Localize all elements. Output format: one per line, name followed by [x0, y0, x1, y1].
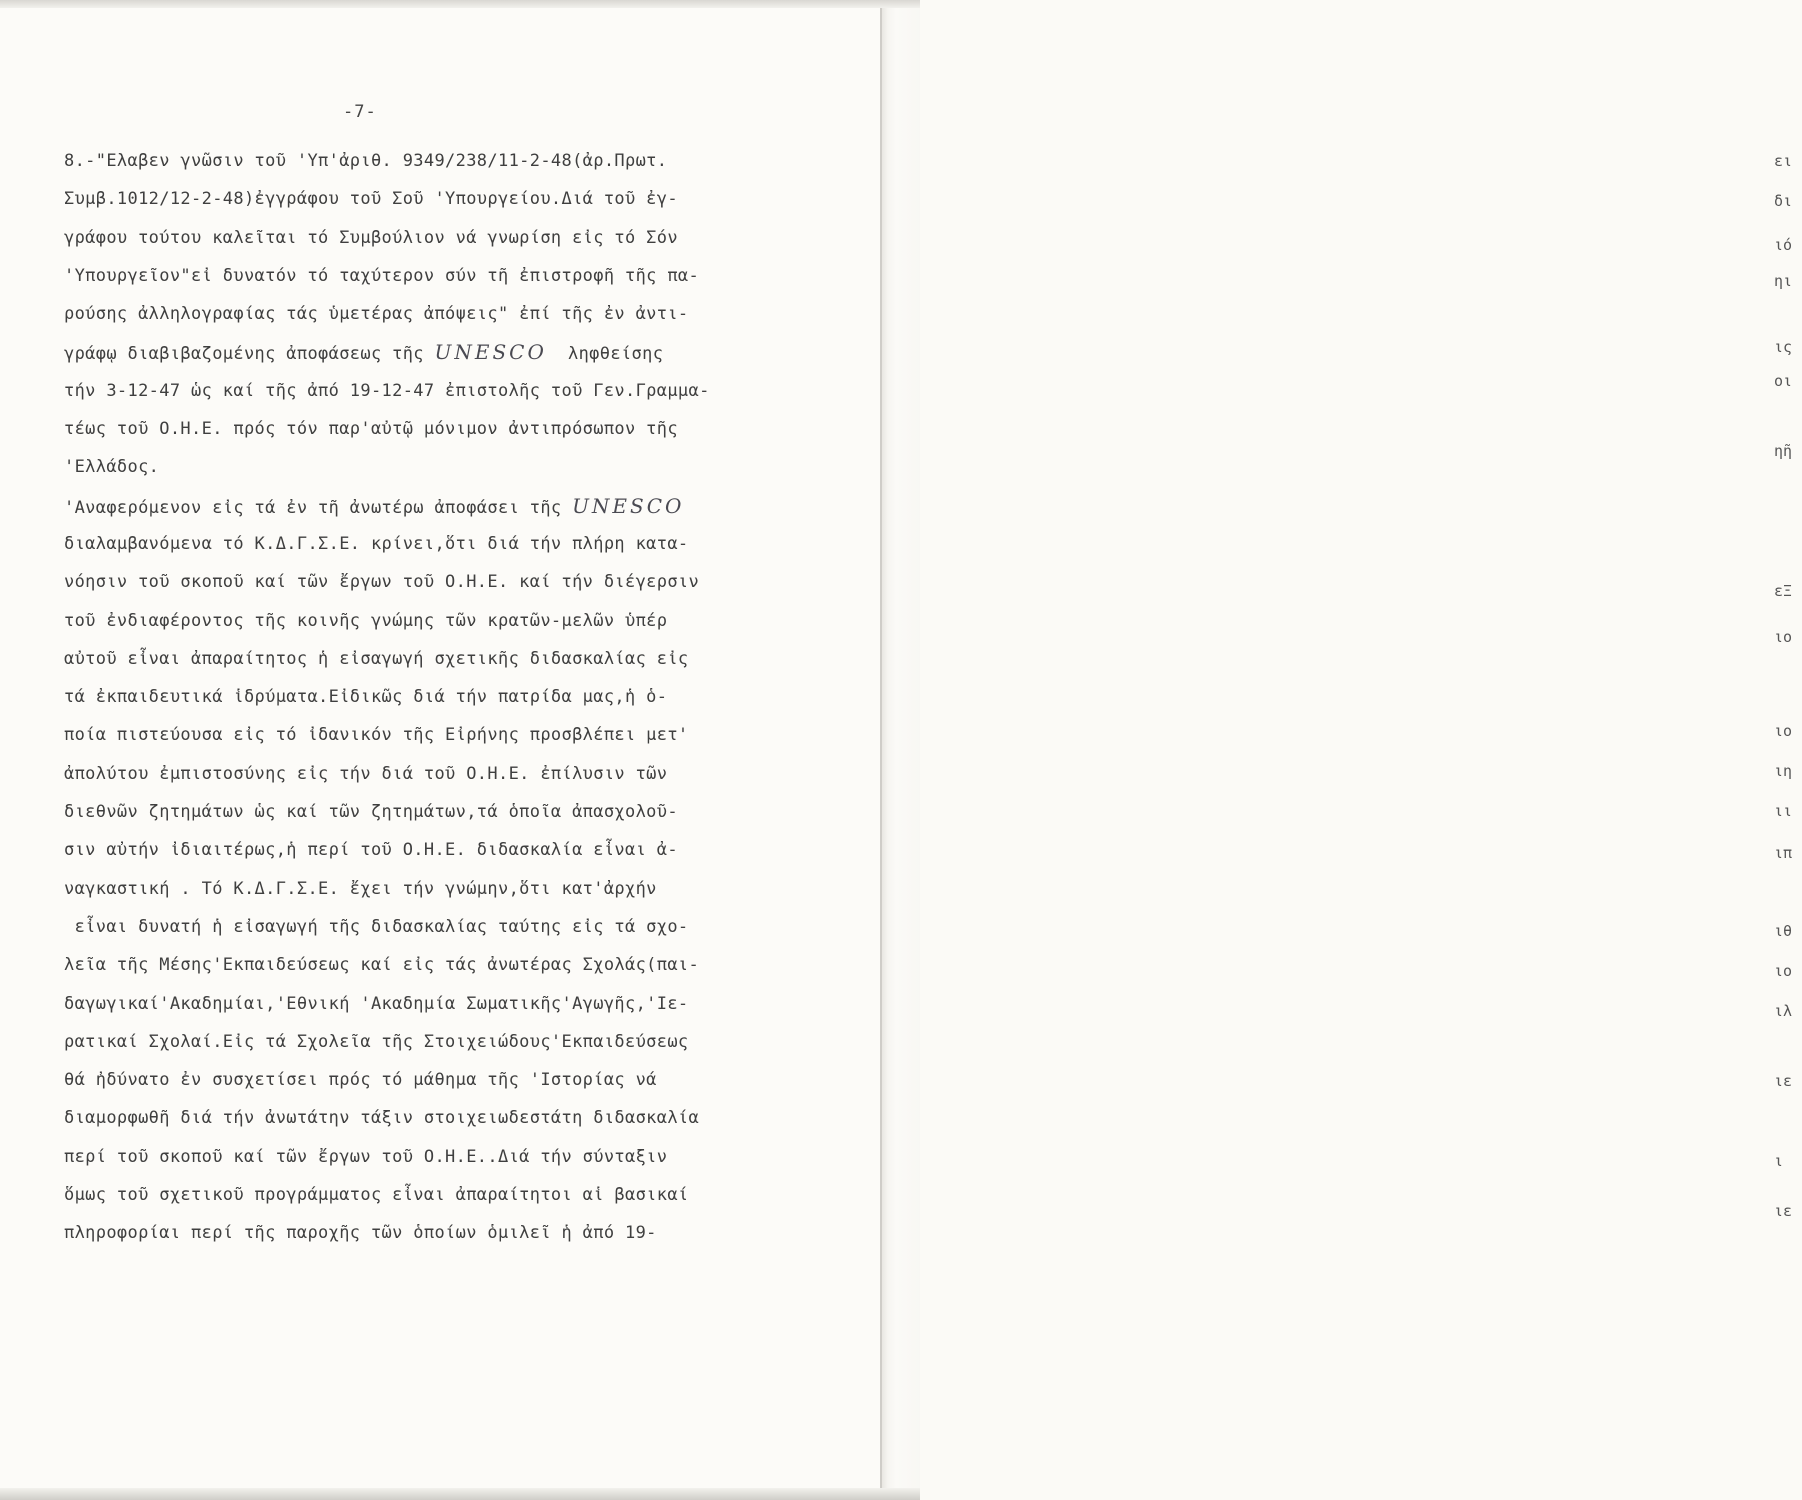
adjacent-page-fragment: ιο [1774, 962, 1793, 980]
line-text-continued: ληφθείσης [546, 344, 664, 365]
line-text: αὐτοῦ εἶναι ἀπαραίτητος ἡ εἰσαγωγή σχετικῆς διδασκαλίας εἰς [64, 648, 689, 669]
adjacent-page-fragment: ηῆ [1774, 442, 1793, 460]
line-text: διαμορφωθῆ διά τήν ἀνωτάτην τάξιν στοιχειωδεστάτη διδασκαλία [64, 1108, 700, 1129]
adjacent-page-fragment: ει [1774, 152, 1793, 170]
line-text: πληροφορίαι περί τῆς παροχῆς τῶν ὁποίων ὁμιλεῖ ἡ ἀπό 19- [64, 1223, 657, 1244]
line-text: νόησιν τοῦ σκοποῦ καί τῶν ἔργων τοῦ Ο.Η.Ε. καί τήν διέγερσιν [64, 572, 700, 593]
adjacent-page-fragment: ιπ [1774, 844, 1793, 862]
text-line [64, 946, 876, 984]
adjacent-page-fragment: ι [1774, 1152, 1784, 1170]
text-line [64, 142, 876, 180]
text-line [64, 908, 876, 946]
line-text: ἀπολύτου ἐμπιστοσύνης εἰς τήν διά τοῦ Ο.Η.Ε. ἐπίλυσιν τῶν [64, 763, 668, 784]
line-text: διεθνῶν ζητημάτων ὡς καί τῶν ζητημάτων,τά ὁποῖα ἀπασχολοῦ- [64, 802, 678, 823]
adjacent-page-fragment: ις [1774, 338, 1793, 356]
handwritten-insert: UNESCO [572, 493, 685, 518]
text-line [64, 487, 876, 525]
scan-top-edge [0, 0, 920, 8]
adjacent-page-fragment: ιλ [1774, 1002, 1793, 1020]
line-text: 'Αναφερόμενον εἰς τά ἐν τῆ ἀνωτέρω ἀποφάσει τῆς [64, 497, 573, 518]
text-line [64, 755, 876, 793]
adjacent-page-fragment: ιη [1774, 762, 1793, 780]
line-text: δαγωγικαί'Ακαδημίαι,'Εθνική 'Ακαδημία Σωματικῆς'Αγωγῆς,'Ιε- [64, 993, 689, 1014]
line-text: ναγκαστική . Τό Κ.Δ.Γ.Σ.Ε. ἔχει τήν γνώμην,ὅτι κατ'ἀρχήν [64, 878, 657, 899]
line-text: σιν αὐτήν ἰδιαιτέρως,ἡ περί τοῦ Ο.Η.Ε. διδασκαλία εἶναι ἀ- [64, 840, 678, 861]
text-line [64, 333, 876, 371]
text-line [64, 219, 876, 257]
adjacent-page-fragment: ιε [1774, 1202, 1793, 1220]
line-text: θά ἠδύνατο ἐν συσχετίσει πρός τό μάθημα τῆς 'Ιστορίας νά [64, 1070, 657, 1091]
line-text: ρούσης ἀλληλογραφίας τάς ὑμετέρας ἀπόψεις" ἐπί τῆς ἐν ἀντι- [64, 304, 689, 325]
text-line [64, 180, 876, 218]
line-text: 8.-"Ελαβεν γνῶσιν τοῦ 'Υπ'ἀριθ. 9349/238/11-2-48(ἀρ.Πρωτ. [64, 151, 668, 171]
text-line [64, 372, 876, 410]
adjacent-page-fragment: ιο [1774, 628, 1793, 646]
line-text: διαλαμβανόμενα τό Κ.Δ.Γ.Σ.Ε. κρίνει,ὅτι διά τήν πλήρη κατα- [64, 533, 689, 554]
line-text: λεῖα τῆς Μέσης'Εκπαιδεύσεως καί εἰς τάς ἀνωτέρας Σχολάς(παι- [64, 955, 700, 976]
text-line [64, 602, 876, 640]
text-line [64, 831, 876, 869]
line-text: Συμβ.1012/12-2-48)ἐγγράφου τοῦ Σοῦ 'Υπουργείου.Διά τοῦ ἐγ- [64, 189, 678, 210]
adjacent-page-fragment: ιθ [1774, 922, 1793, 940]
text-line [64, 793, 876, 831]
line-text: 'Ελλάδος. [64, 457, 160, 478]
text-line [64, 716, 876, 754]
text-line [64, 448, 876, 486]
line-text: τέως τοῦ Ο.Η.Ε. πρός τόν παρ'αὐτῷ μόνιμον ἀντιπρόσωπον τῆς [64, 419, 678, 440]
line-text: τοῦ ἐνδιαφέροντος τῆς κοινῆς γνώμης τῶν κρατῶν-μελῶν ὑπέρ [64, 610, 668, 631]
text-line [64, 525, 876, 563]
text-line [64, 678, 876, 716]
text-line [64, 1061, 876, 1099]
adjacent-page-fragment: ιε [1774, 1072, 1793, 1090]
line-text: τήν 3-12-47 ὡς καί τῆς ἀπό 19-12-47 ἐπιστολῆς τοῦ Γεν.Γραμμα- [64, 380, 710, 401]
text-line [64, 295, 876, 333]
scan-bottom-edge [0, 1488, 920, 1500]
line-text: γράφου τούτου καλεῖται τό Συμβούλιον νά γνωρίση εἰς τό Σόν [64, 227, 678, 248]
page-number: -7- [343, 102, 377, 122]
text-line [64, 410, 876, 448]
text-line [64, 870, 876, 908]
line-text: γράφῳ διαβιβαζομένης ἀποφάσεως τῆς [64, 344, 435, 365]
text-line [64, 985, 876, 1023]
adjacent-page-fragment: ηι [1774, 272, 1793, 290]
adjacent-page-fragment: εΞ [1774, 582, 1793, 600]
book-gutter [880, 0, 1793, 1500]
text-line [64, 640, 876, 678]
text-line [64, 1214, 876, 1252]
line-text: 'Υπουργεῖον"εἰ δυνατόν τό ταχύτερον σύν τῆ ἐπιστροφῆ τῆς πα- [64, 265, 700, 286]
line-text: ποία πιστεύουσα εἰς τό ἰδανικόν τῆς Εἰρήνης προσβλέπει μετ' [64, 725, 689, 746]
text-line [64, 1099, 876, 1137]
adjacent-page-fragment: δι [1774, 192, 1793, 210]
line-text: ρατικαί Σχολαί.Εἰς τά Σχολεῖα τῆς Στοιχειώδους'Εκπαιδεύσεως [64, 1031, 689, 1052]
document-page [0, 0, 880, 1500]
handwritten-insert: UNESCO [434, 340, 547, 365]
text-line [64, 257, 876, 295]
line-text: εἶναι δυνατή ἡ εἰσαγωγή τῆς διδασκαλίας ταύτης εἰς τά σχο- [64, 916, 689, 937]
adjacent-page-fragment: ιο [1774, 722, 1793, 740]
adjacent-page-fragment: ιό [1774, 236, 1793, 254]
text-line [64, 1138, 876, 1176]
text-line [64, 1176, 876, 1214]
adjacent-page-fragment: οι [1774, 372, 1793, 390]
line-text: ὅμως τοῦ σχετικοῦ προγράμματος εἶναι ἀπαραίτητοι αἱ βασικαί [64, 1185, 689, 1206]
typed-text-body [64, 142, 876, 1253]
adjacent-page-fragment: ιι [1774, 802, 1793, 820]
line-text: περί τοῦ σκοποῦ καί τῶν ἔργων τοῦ Ο.Η.Ε..Διά τήν σύνταξιν [64, 1146, 668, 1167]
text-line [64, 563, 876, 601]
line-text: τά ἐκπαιδευτικά ἱδρύματα.Εἰδικῶς διά τήν πατρίδα μας,ἡ ὁ- [64, 687, 668, 708]
text-line [64, 1023, 876, 1061]
